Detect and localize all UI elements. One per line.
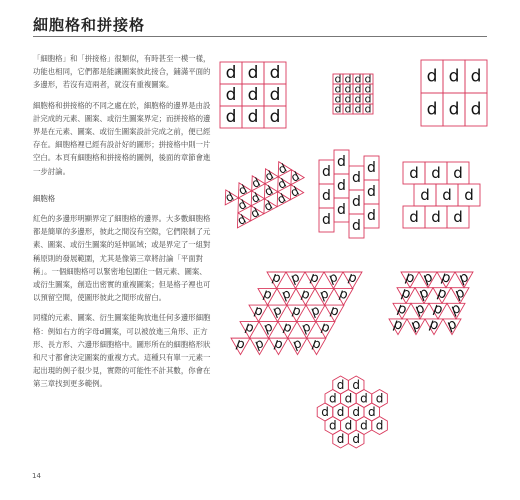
motif-letter: p xyxy=(308,269,321,287)
page-title: 細胞格和拼接格 xyxy=(33,16,146,34)
motif-letter: d xyxy=(352,432,360,446)
motif-letter: p xyxy=(453,284,467,303)
motif-letter: d xyxy=(344,92,352,106)
motif-letter: d xyxy=(354,72,362,86)
motif-letter: d xyxy=(344,418,353,433)
motif-letter: d xyxy=(235,212,249,228)
motif-letter: d xyxy=(337,154,346,170)
motif-letter: d xyxy=(336,432,345,446)
motif-letter: p xyxy=(445,315,459,334)
motif-letter: p xyxy=(253,335,266,353)
motif-letter: d xyxy=(337,178,346,194)
motif-letter: d xyxy=(269,107,281,127)
motif-letter: d xyxy=(261,197,275,214)
motif-letter: p xyxy=(290,302,303,320)
motif-letter: d xyxy=(248,189,263,206)
motif-letter: d xyxy=(236,182,250,198)
motif-letter: p xyxy=(289,269,302,287)
motif-letter: p xyxy=(271,302,284,320)
motif-letter: d xyxy=(249,174,263,191)
motif-letter: p xyxy=(337,286,350,304)
motif-letter: d xyxy=(360,418,368,433)
motif-letter: d xyxy=(409,164,419,182)
motif-letter: d xyxy=(367,405,376,419)
motif-letter: p xyxy=(281,319,294,337)
motif-letter: d xyxy=(337,202,346,218)
motif-letter: d xyxy=(247,63,259,83)
figure-rectangle-cells xyxy=(421,60,487,126)
motif-letter: d xyxy=(426,66,438,87)
motif-letter: p xyxy=(435,284,449,303)
motif-letter: d xyxy=(364,102,372,116)
motif-letter: d xyxy=(321,405,329,419)
motif-letter: d xyxy=(354,102,362,116)
motif-letter: d xyxy=(334,82,342,96)
motif-letter: p xyxy=(391,315,405,334)
motif-letter: p xyxy=(318,286,331,304)
motif-letter: p xyxy=(421,268,435,287)
motif-letter: d xyxy=(334,92,342,106)
motif-letter: d xyxy=(336,378,345,392)
motif-letter: d xyxy=(322,188,331,204)
motif-letter: d xyxy=(225,63,237,83)
paragraph-intro: 「細胞格」和「拼接格」很類似，有時甚至一模一樣，功能也相同，它們都是能讓圖案彼此接合，鋪滿平面的多邊形，若沒有這兩者，就沒有重複圖案。 xyxy=(33,54,211,90)
figure-triangle-cells-p xyxy=(389,269,473,335)
motif-letter: d xyxy=(225,107,237,127)
motif-letter: d xyxy=(367,160,376,176)
motif-letter: p xyxy=(243,319,256,337)
motif-letter: d xyxy=(431,208,441,226)
motif-letter: p xyxy=(399,284,413,303)
motif-letter: d xyxy=(367,208,376,224)
figure-brick-cells-horizontal xyxy=(403,162,480,228)
motif-letter: d xyxy=(269,63,281,83)
motif-letter: d xyxy=(322,164,331,180)
figure-triangle-parallelogram-p xyxy=(231,270,362,355)
paragraph-difference: 細胞格和拼接格的不同之處在於，細胞格的邊界是由設計完成的元素、圖案、或衍生圖案界定；而拼接格的邊界是在元素、圖案、或衍生圖案設計完成之前，便已經存在。細胞格裡已經有設計好的圖形；拼接格中則一片空白。本頁有細胞格和拼接格的圖例，後面的章節會進一步討論。 xyxy=(33,100,211,176)
motif-letter: d xyxy=(225,85,237,105)
motif-letter: d xyxy=(360,391,368,406)
motif-letter: d xyxy=(344,82,352,96)
motif-letter: d xyxy=(453,208,463,226)
subheading-cells: 細胞格 xyxy=(33,193,56,203)
motif-letter: d xyxy=(344,102,352,116)
page-number: 14 xyxy=(32,472,41,480)
motif-letter: p xyxy=(403,268,417,287)
motif-letter: p xyxy=(327,269,340,287)
motif-letter: p xyxy=(346,269,359,287)
motif-letter: p xyxy=(309,302,322,320)
motif-letter: d xyxy=(352,170,361,186)
motif-letter: d xyxy=(274,190,289,207)
motif-letter: d xyxy=(334,72,342,86)
motif-letter: p xyxy=(252,302,265,320)
motif-letter: d xyxy=(344,391,353,406)
motif-letter: d xyxy=(375,418,384,433)
motif-letter: d xyxy=(275,175,289,192)
figure-brick-cells-vertical xyxy=(319,150,379,238)
motif-letter: p xyxy=(449,300,463,319)
motif-letter: d xyxy=(322,212,331,228)
motif-letter: d xyxy=(470,66,482,87)
triangle-grid xyxy=(219,155,311,230)
motif-letter: d xyxy=(453,164,463,182)
motif-letter: p xyxy=(270,269,283,287)
motif-letter: p xyxy=(291,335,304,353)
motif-letter: d xyxy=(426,99,438,120)
motif-letter: d xyxy=(442,186,452,204)
motif-letter: p xyxy=(262,319,275,337)
title-rule xyxy=(33,36,487,37)
motif-letter: p xyxy=(319,319,332,337)
motif-letter: p xyxy=(280,286,293,304)
motif-letter: d xyxy=(448,99,460,120)
motif-letter: d xyxy=(431,164,441,182)
motif-letter: d xyxy=(328,391,337,406)
motif-letter: d xyxy=(269,85,281,105)
motif-letter: d xyxy=(328,418,337,433)
motif-letter: p xyxy=(300,319,313,337)
motif-letter: d xyxy=(344,72,352,86)
motif-letter: p xyxy=(310,335,323,353)
motif-letter: d xyxy=(375,391,384,406)
motif-letter: d xyxy=(352,378,360,392)
motif-letter: d xyxy=(364,82,372,96)
motif-letter: d xyxy=(352,194,361,210)
motif-letter: p xyxy=(299,286,312,304)
motif-letter: d xyxy=(352,405,360,419)
motif-letter: p xyxy=(395,300,409,319)
motif-letter: d xyxy=(235,197,249,213)
motif-letter: d xyxy=(470,99,482,120)
motif-letter: d xyxy=(409,208,419,226)
motif-letter: p xyxy=(417,284,431,303)
figure-square-cells-large xyxy=(220,62,286,128)
motif-letter: d xyxy=(354,82,362,96)
motif-letter: d xyxy=(288,168,302,185)
motif-letter: p xyxy=(439,268,453,287)
motif-letter: p xyxy=(413,300,427,319)
motif-letter: p xyxy=(457,268,471,287)
motif-letter: d xyxy=(247,107,259,127)
motif-letter: p xyxy=(409,315,423,334)
motif-letter: d xyxy=(336,405,345,419)
motif-letter: d xyxy=(364,92,372,106)
motif-letter: d xyxy=(367,184,376,200)
motif-letter: p xyxy=(328,302,341,320)
motif-letter: p xyxy=(234,335,247,353)
motif-letter: d xyxy=(420,186,430,204)
motif-letter: d xyxy=(354,92,362,106)
motif-letter: d xyxy=(448,66,460,87)
motif-letter: p xyxy=(272,335,285,353)
motif-letter: d xyxy=(352,218,361,234)
motif-letter: d xyxy=(288,183,302,200)
body-text-column xyxy=(33,52,213,398)
motif-letter: d xyxy=(222,189,237,205)
motif-letter: d xyxy=(364,72,372,86)
figure-triangle-cells xyxy=(219,155,311,230)
cell-grid-figures xyxy=(215,40,500,460)
motif-letter: p xyxy=(261,286,274,304)
motif-letter: d xyxy=(247,85,259,105)
motif-letter: d xyxy=(334,102,342,116)
motif-letter: d xyxy=(262,182,276,199)
motif-letter: p xyxy=(427,315,441,334)
motif-letter: p xyxy=(431,300,445,319)
motif-letter: d xyxy=(275,160,290,177)
motif-letter: d xyxy=(248,204,262,221)
paragraph-same-motif: 同樣的元素、圖案、衍生圖案能夠放進任何多邊形細胞格：例如右方的字母d圖案，可以被放進三角形、正方形、長方形、六邊形細胞格中。圖形所在的細胞格形狀和尺寸都會決定圖案的重複方式。這種只有單一元素一起出現的例子很少見，實際的可能性不計其數，你會在第三章找到更多範例。 xyxy=(33,313,211,389)
figure-hexagon-cells xyxy=(317,376,387,448)
figure-square-cells-small xyxy=(333,73,373,116)
paragraph-red-polygons: 紅色的多邊形明顯界定了細胞格的邊界。大多數細胞格都是簡單的多邊形，彼此之間沒有空隙，它們限制了元素、圖案、或衍生圖案的延伸區域；或是界定了一組對稱原則的發展範圍，尤其是像第三章將討論「平面對稱」。一個細胞格可以緊密地包圍住一個元素、圖案、或衍生圖案，創造出密實的重複圖案；但是格子裡也可以預留空間，使圖形彼此之間形成留白。 xyxy=(33,214,211,303)
motif-letter: d xyxy=(464,186,474,204)
motif-letter: d xyxy=(262,167,276,184)
